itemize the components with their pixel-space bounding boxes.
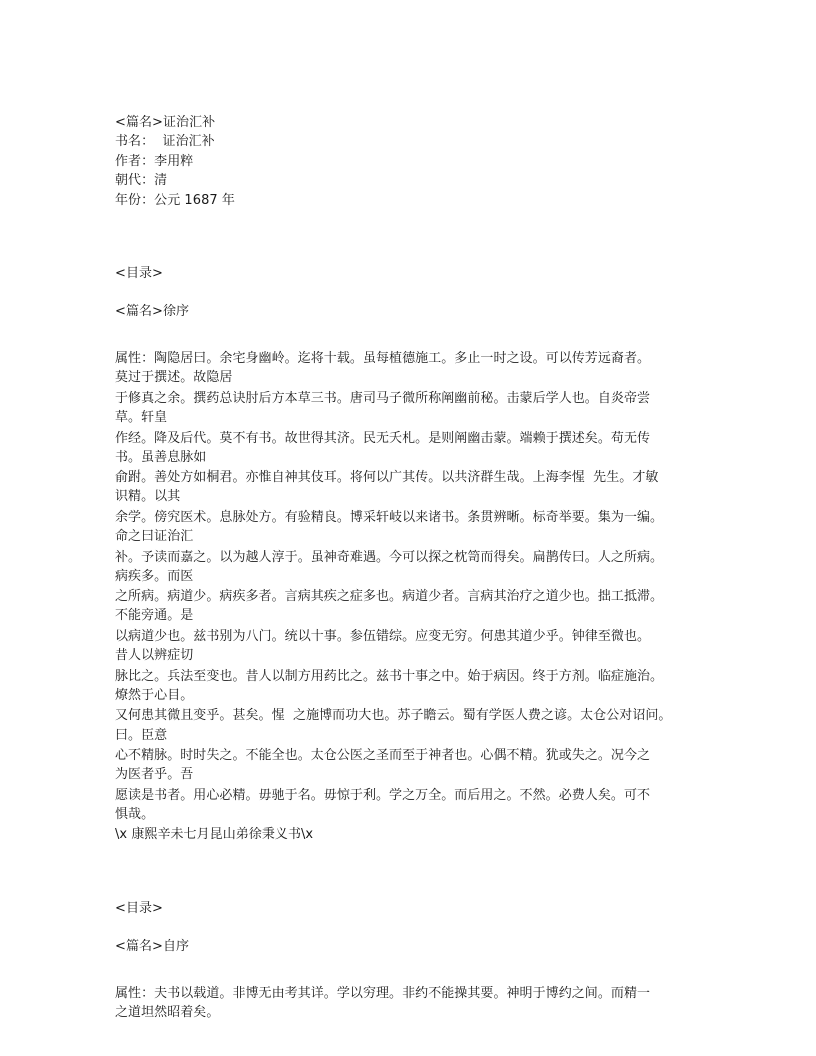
- paragraph-main-line: 属性：陶隐居曰。余宅身幽岭。迄将十载。虽每植德施工。多止一时之设。可以传芳远裔者。: [115, 351, 651, 367]
- paragraph-continuation-line: 不能旁通。是: [115, 608, 194, 624]
- author-line: 作者：李用粹: [115, 153, 194, 169]
- paragraph-continuation-line: 之道坦然昭着矣。: [115, 1004, 220, 1020]
- title-tag-line: <篇名>证治汇补: [115, 115, 216, 130]
- paragraph-main-line: 愿读是书者。用心必精。毋驰于名。毋惊于利。学之万全。而后用之。不然。必费人矣。可不: [115, 787, 651, 803]
- paragraph-record: [115, 667, 706, 705]
- paragraph-main-line: 于修真之余。撰药总诀肘后方本草三书。唐司马子微所称阐幽前秘。击蒙后学人也。自炎帝尝: [115, 390, 651, 406]
- dynasty-line: 朝代：清: [115, 173, 168, 189]
- paragraph-record: [115, 786, 706, 824]
- chapter-tag-line-1: <篇名>徐序: [115, 304, 190, 320]
- paragraph-continuation-line: 惧哉。: [115, 806, 155, 822]
- paragraph-continuation-line: 命之曰证治汇: [115, 529, 194, 545]
- paragraph-continuation-line: 莫过于撰述。故隐居: [115, 370, 233, 386]
- paragraph-continuation-line: 书。虽善息脉如: [115, 449, 207, 465]
- paragraph-main-line: 余学。傍究医术。息脉处方。有验精良。博采轩岐以来诸书。条贯辨晰。标奇举要。集为一编。: [115, 509, 664, 525]
- spacer: [115, 918, 706, 937]
- document-header: [115, 113, 706, 210]
- paragraph-record: [115, 389, 706, 427]
- paragraph-record: [115, 548, 706, 586]
- chapter-tag-line-2: <篇名>自序: [115, 938, 190, 954]
- paragraph-record: [115, 508, 706, 546]
- paragraph-record: [115, 627, 706, 665]
- signature-line: \x 康熙辛未七月昆山弟徐秉义书\x: [115, 827, 314, 843]
- paragraph-record: [115, 349, 706, 387]
- paragraph-main-line: 脉比之。兵法至变也。昔人以制方用药比之。兹书十事之中。始于病因。终于方剂。临症施治。: [115, 668, 664, 684]
- paragraph-main-line: 作经。降及后代。莫不有书。故世得其济。民无夭札。是则阐幽击蒙。端赖于撰述矣。苟无传: [115, 430, 651, 446]
- paragraph-main-line: 补。予读而嘉之。以为越人淳于。虽神奇难遇。今可以探之枕笥而得矣。扁鹊传曰。人之所病。: [115, 549, 664, 565]
- paragraph-record: [115, 984, 706, 1022]
- paragraph-main-line: 又何患其微且变乎。甚矣。惺 之施博而功大也。苏子瞻云。蜀有学医人费之谚。太仓公对诏问。: [115, 708, 672, 724]
- paragraph-main-line: 以病道少也。兹书别为八门。统以十事。参伍错综。应变无穷。何患其道少乎。钟律至微也。: [115, 629, 651, 645]
- paragraph-record: [115, 746, 706, 784]
- paragraph-continuation-line: 昔人以辨症切: [115, 648, 194, 664]
- section-zi-xu: [115, 899, 706, 1022]
- paragraph-record: [115, 468, 706, 506]
- paragraph-continuation-line: 草。轩皇: [115, 410, 168, 425]
- section-xu-xu: [115, 264, 706, 845]
- year-line: 年份：公元 1687 年: [115, 192, 235, 208]
- paragraph-main-line: 属性：夫书以载道。非博无由考其详。学以穷理。非约不能操其要。神明于博约之间。而精一: [115, 985, 651, 1001]
- spacer: [115, 321, 706, 349]
- toc-tag-line-2: <目录>: [115, 900, 163, 916]
- paragraph-continuation-line: 识精。以其: [115, 489, 181, 505]
- paragraph-record: [115, 587, 706, 625]
- book-name-line: 书名： 证治汇补: [115, 134, 215, 150]
- toc-tag-line-1: <目录>: [115, 266, 163, 282]
- spacer: [115, 845, 706, 899]
- paragraph-continuation-line: 病疾多。而医: [115, 568, 194, 584]
- paragraph-record: [115, 429, 706, 467]
- paragraph-continuation-line: 曰。臣意: [115, 727, 168, 743]
- paragraph-main-line: 之所病。病道少。病疾多者。言病其疾之症多也。病道少者。言病其治疗之道少也。拙工抵滞。: [115, 589, 664, 605]
- spacer: [115, 283, 706, 302]
- paragraph-main-line: 俞跗。善处方如桐君。亦惟自神其伎耳。将何以广其传。以共济群生哉。上海李惺 先生。才敏: [115, 470, 659, 486]
- paragraph-continuation-line: 燎然于心目。: [115, 687, 194, 703]
- paragraph-main-line: 心不精脉。时时失之。不能全也。太仓公医之圣而至于神者也。心偶不精。犹或失之。况今之: [115, 748, 651, 764]
- paragraph-record: [115, 706, 706, 744]
- spacer: [115, 210, 706, 264]
- spacer: [115, 956, 706, 984]
- paragraph-continuation-line: 为医者乎。吾: [115, 767, 194, 783]
